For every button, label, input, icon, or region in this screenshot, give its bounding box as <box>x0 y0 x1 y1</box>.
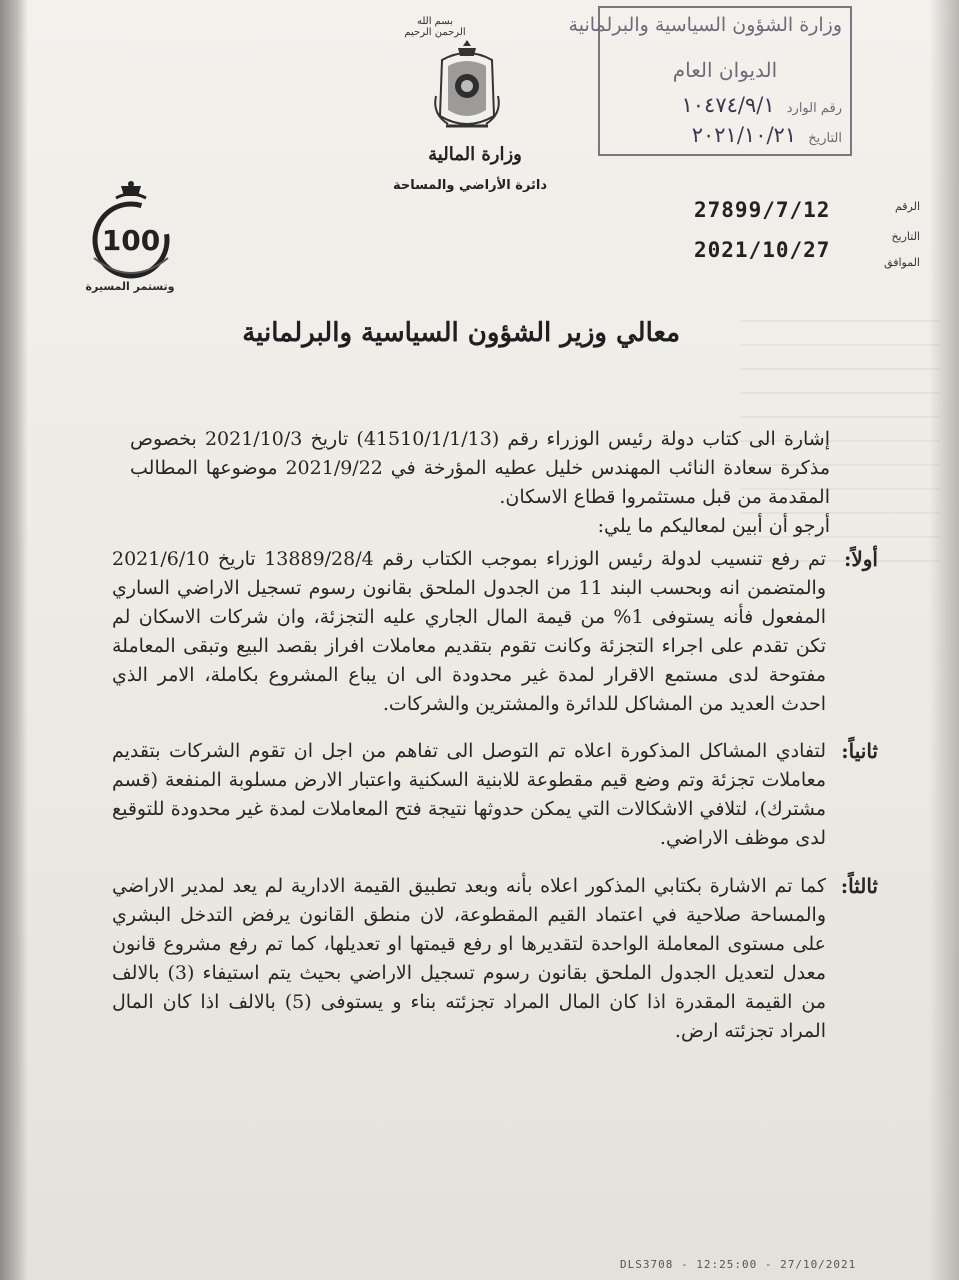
item-marker: ثانياً: <box>841 739 878 763</box>
stamp-office: الديوان العام <box>672 58 778 82</box>
print-stamp: DLS3708 - 12:25:00 - 27/10/2021 <box>620 1258 857 1271</box>
item-text: لتفادي المشاكل المذكورة اعلاه تم التوصل الى تفاهم من اجل ان تقوم الشركات بتقديم معاملات تجزئة وتم وضع قيم مقطوعة للابنية السكنية واعتبار الارض مسلوبة المنفعة (قسم مشترك)، لتلافي الاشكالات التي يمكن حدوثها نتيجة فتح المعاملات لمدة غير محدودة للتوقيع لدى موظف الاراضي. <box>112 740 826 849</box>
intro-request: أرجو أن أبين لمعاليكم ما يلي: <box>597 515 830 537</box>
page-shadow-left <box>0 0 28 1280</box>
ref-corresponding-label: الموافق <box>884 256 920 269</box>
letter-item-1 <box>112 545 878 719</box>
ref-date: 2021/10/27 <box>694 238 831 262</box>
logo-number: 100 <box>101 224 161 257</box>
ref-number-row <box>690 198 920 224</box>
stamp-date-label: التاريخ <box>808 131 842 146</box>
item-text: تم رفع تنسيب لدولة رئيس الوزراء بموجب الكتاب رقم 13889/28/4 تاريخ 2021/6/10 والمتضمن انه وبحسب البند 11 من الجدول الملحق بقانون رسوم تسجيل الاراضي الساري المفعول فأنه يستوفى 1% من قيمة المال الجاري عليه التجزئة، وان شركات الاسكان لم تكن تقدم على اجراء التجزئة وكانت تقوم بتقديم معاملات افراز بقصد البيع وتبقى المعاملة مفتوحة لدى مستمع الاقرار لمدة غير محدودة الى ان يباع المشروع بكاملة، الامر الذي احدث العديد من المشاكل للدائرة والمشترين والشركات. <box>112 548 827 715</box>
stamp-incoming-label: رقم الوارد <box>786 101 842 116</box>
stamp-incoming <box>608 93 842 117</box>
coat-of-arms-icon <box>428 36 506 136</box>
item-marker: أولاً: <box>843 547 878 571</box>
stamp-incoming-value: ١٠٤٧٤/٩/١ <box>681 93 775 117</box>
item-marker: ثالثاً: <box>840 874 878 898</box>
letter-item-2 <box>112 737 878 853</box>
ref-number-label: الرقم <box>894 200 920 213</box>
letter-item-3 <box>112 872 878 1046</box>
stamp-date <box>608 123 842 147</box>
basmala: بسم الله الرحمن الرحيم <box>404 16 466 38</box>
incoming-stamp <box>568 6 852 156</box>
ref-date-row <box>690 230 920 269</box>
ref-number: 27899/7/12 <box>694 198 831 222</box>
stamp-date-value: ٢٠٢١/١٠/٢١ <box>691 123 797 147</box>
stamp-org: وزارة الشؤون السياسية والبرلمانية <box>568 14 842 36</box>
addressee: معالي وزير الشؤون السياسية والبرلمانية <box>242 318 680 348</box>
item-text: كما تم الاشارة بكتابي المذكور اعلاه بأنه وبعد تطبيق القيمة الادارية لم يعد لمدير الاراضي والمساحة صلاحية في اعتماد القيم المقطوعة، لان منطق القانون يرفض التدخل البشري على مستوى المعاملة الواحدة لتقديرها او رفع قيمتها او تعديلها، كما تم رفع مشروع قانون معدل لتعديل الجدول الملحق بقانون رسوم تسجيل الاراضي بحيث يتم استيفاء (3) بالالف من القيمة المقدرة اذا كان المال المراد تجزئته بناء و يستوفى (5) بالالف اذا كان المال المراد تجزئته ارض. <box>112 875 826 1042</box>
ministry-name: وزارة المالية <box>428 144 522 165</box>
page-shadow-right <box>929 0 959 1280</box>
department-name: دائرة الأراضي والمساحة <box>392 178 548 193</box>
ref-date-label: التاريخ <box>891 230 920 243</box>
logo-caption: وتستمر المسيرة <box>85 280 175 293</box>
letter-intro <box>130 425 830 541</box>
intro-paragraph: إشارة الى كتاب دولة رئيس الوزراء رقم (41510/1/1/13) تاريخ 2021/10/3 بخصوص مذكرة سعادة النائب المهندس خليل عطيه المؤرخة في 2021/9/22 موضوعها المطالب المقدمة من قبل مستثمروا قطاع الاسكان. <box>130 428 830 508</box>
